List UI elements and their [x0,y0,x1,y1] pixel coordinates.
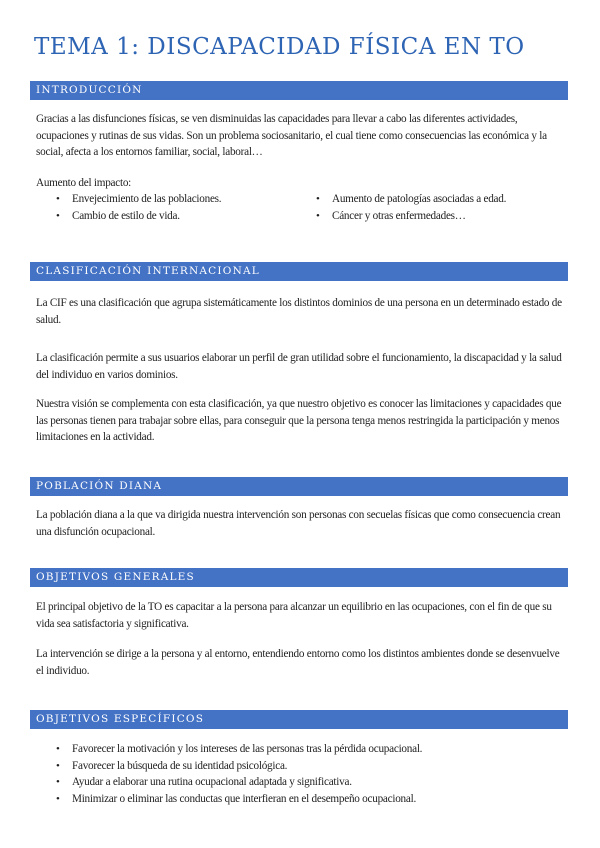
especificos-list [52,741,422,807]
list-item: • Cáncer y otras enfermedades… [312,208,506,225]
clasificacion-paragraph-2: La clasificación permite a sus usuarios elaborar un perfil de gran utilidad sobre el funcionamiento, la discapacidad y la salud del individuo en varios dominios. [36,352,562,381]
section-header-clasificacion: CLASIFICACIÓN INTERNACIONAL [30,262,568,281]
poblacion-paragraph: La población diana a la que va dirigida nuestra intervención son personas con secuelas físicas que como consecuencia crean una disfunción ocupacional. [36,509,561,538]
section-header-poblacion: POBLACIÓN DIANA [30,477,568,496]
clasificacion-paragraph-3: Nuestra visión se complementa con esta clasificación, ya que nuestro objetivo es conocer las limitaciones y capacidades que las personas tienen para trabajar sobre ellas, para conseguir que la persona tenga menos restringida la participación y menos limitaciones en la actividad. [36,398,562,443]
list-item: • Ayudar a elaborar una rutina ocupacional adaptada y significativa. [52,774,422,791]
list-item: • Envejecimiento de las poblaciones. [52,191,221,208]
generales-paragraph-2: La intervención se dirige a la persona y al entorno, entendiendo entorno como los distintos ambientes donde se desenvuelve el individuo. [36,648,560,677]
list-item: • Cambio de estilo de vida. [52,208,221,225]
generales-paragraph-1: El principal objetivo de la TO es capacitar a la persona para alcanzar un equilibrio en las ocupaciones, con el fin de que su vida sea satisfactoria y significativa. [36,601,552,630]
section-header-generales: OBJETIVOS GENERALES [30,568,568,587]
section-header-especificos: OBJETIVOS ESPECÍFICOS [30,710,568,729]
list-item: • Minimizar o eliminar las conductas que interfieran en el desempeño ocupacional. [52,791,422,808]
list-item: • Favorecer la motivación y los intereses de las personas tras la pérdida ocupacional. [52,741,422,758]
page-title: TEMA 1: DISCAPACIDAD FÍSICA EN TO [34,34,525,60]
intro-paragraph: Gracias a las disfunciones físicas, se ven disminuidas las capacidades para llevar a cabo las diferentes actividades, ocupaciones y rutinas de sus vidas. Son un problema sociosanitario, el cual tiene como consecuencias las económica y la social, afecta a los entornos familiar, social, laboral… [36,113,547,158]
list-item: • Favorecer la búsqueda de su identidad psicológica. [52,758,422,775]
impact-list-right [312,191,506,224]
section-header-introduccion: INTRODUCCIÓN [30,81,568,100]
clasificacion-paragraph-1: La CIF es una clasificación que agrupa sistemáticamente los distintos dominios de una persona en un determinado estado de salud. [36,297,562,326]
impact-list-left [52,191,221,224]
impact-label: Aumento del impacto: [36,177,132,189]
list-item: • Aumento de patologías asociadas a edad. [312,191,506,208]
